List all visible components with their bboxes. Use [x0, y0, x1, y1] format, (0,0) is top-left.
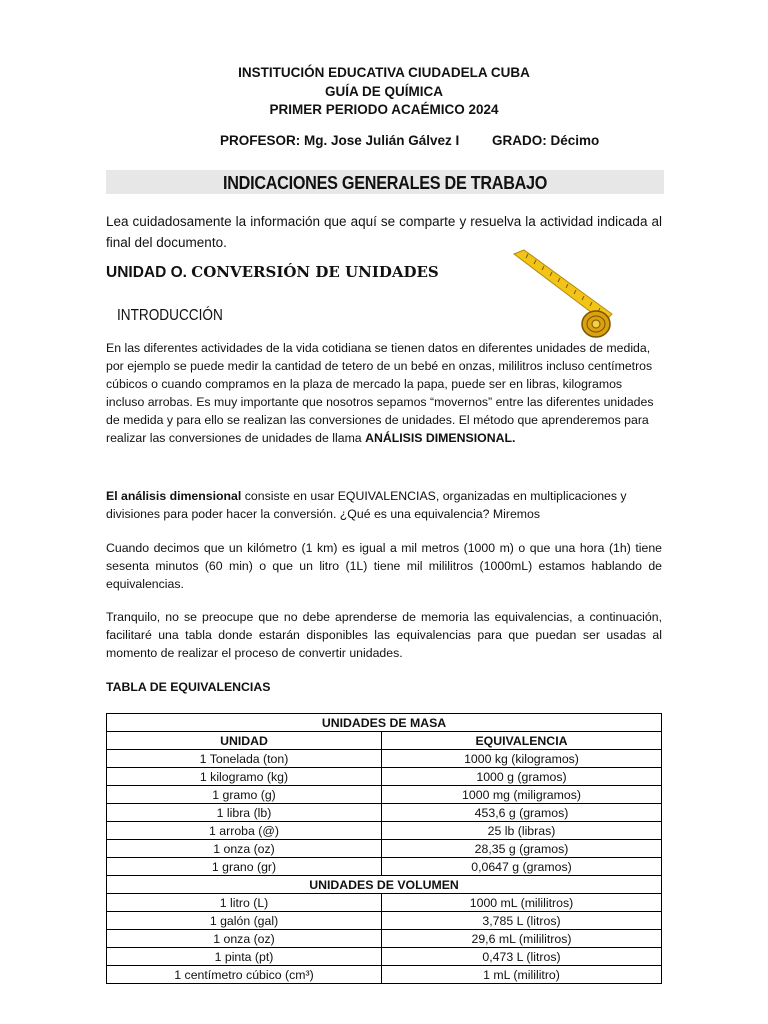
unit-cell: 1 pinta (pt) [107, 948, 382, 966]
paragraph-2 [106, 487, 662, 523]
table-row [107, 840, 662, 858]
paragraph-4: Tranquilo, no se preocupe que no debe aprenderse de memoria las equivalencias, a continuación, facilitaré una tabla donde estarán disponibles las equivalencias para que puedan ser usadas al momento de realizar el proceso de convertir unidades. [106, 610, 662, 660]
paragraph-2-text: consiste en usar EQUIVALENCIAS, organizadas en multiplicaciones y divisiones para poder hacer la conversión. ¿Qué es una equivalencia? Miremos [106, 489, 627, 521]
table-row [107, 714, 662, 732]
equivalence-table [106, 713, 662, 984]
measuring-tape-icon [508, 248, 618, 340]
unit-cell: 1 grano (gr) [107, 858, 382, 876]
equivalence-cell: 1 mL (mililitro) [382, 966, 662, 984]
equivalence-cell: 3,785 L (litros) [382, 912, 662, 930]
equivalence-cell: 25 lb (libras) [382, 822, 662, 840]
intro-paragraph: Lea cuidadosamente la información que aquí se comparte y resuelva la actividad indicada al final del documento. [106, 214, 662, 250]
table-row [107, 966, 662, 984]
column-header-equivalence: EQUIVALENCIA [382, 732, 662, 750]
table-row [107, 750, 662, 768]
teacher-name: PROFESOR: Mg. Jose Julián Gálvez I [220, 133, 460, 148]
volume-header: UNIDADES DE VOLUMEN [107, 876, 662, 894]
equivalence-cell: 1000 g (gramos) [382, 768, 662, 786]
equivalence-cell: 1000 mL (mililitros) [382, 894, 662, 912]
paragraph-1-text: En las diferentes actividades de la vida cotidiana se tienen datos en diferentes unidades de medida, por ejemplo se puede medir la cantidad de tetero de un bebé en onzas, mililitros incluso centímetros cúbicos o cuando compramos en la plaza de mercado la papa, puede ser en libras, kilogramos incluso arrobas. Es muy importante que nosotros sepamos “movernos” entre las diferentes unidades de medida y para ello se realizan las conversiones de unidades. El método que aprenderemos para realizar las conversiones de unidades de llama [106, 341, 654, 445]
unit-cell: 1 galón (gal) [107, 912, 382, 930]
table-row [107, 822, 662, 840]
table-row [107, 912, 662, 930]
unit-heading [106, 263, 439, 282]
table-row [107, 858, 662, 876]
banner-title: INDICACIONES GENERALES DE TRABAJO [222, 173, 548, 193]
unit-cell: 1 arroba (@) [107, 822, 382, 840]
institution-name: INSTITUCIÓN EDUCATIVA CIUDADELA CUBA [238, 65, 530, 80]
table-row [107, 786, 662, 804]
equivalence-cell: 1000 mg (miligramos) [382, 786, 662, 804]
section-title: INTRODUCCIÓN [117, 307, 223, 324]
equivalence-cell: 0,473 L (litros) [382, 948, 662, 966]
table-row [107, 804, 662, 822]
unit-cell: 1 kilogramo (kg) [107, 768, 382, 786]
guide-title: GUÍA DE QUÍMICA [325, 83, 443, 99]
equivalence-cell: 0,0647 g (gramos) [382, 858, 662, 876]
section-banner [106, 170, 664, 194]
unit-cell: 1 litro (L) [107, 894, 382, 912]
period-title: PRIMER PERIODO ACAÉMICO 2024 [269, 102, 499, 117]
table-row [107, 948, 662, 966]
unit-cell: 1 gramo (g) [107, 786, 382, 804]
unit-cell: 1 libra (lb) [107, 804, 382, 822]
table-row [107, 732, 662, 750]
unit-cell: 1 onza (oz) [107, 930, 382, 948]
unit-cell: 1 centímetro cúbico (cm³) [107, 966, 382, 984]
equivalence-cell: 29,6 mL (mililitros) [382, 930, 662, 948]
unit-cell: 1 onza (oz) [107, 840, 382, 858]
table-row [107, 894, 662, 912]
table-row [107, 876, 662, 894]
document-header [0, 64, 768, 120]
equivalence-cell: 1000 kg (kilogramos) [382, 750, 662, 768]
equivalence-cell: 453,6 g (gramos) [382, 804, 662, 822]
paragraph-1-bold: ANÁLISIS DIMENSIONAL. [365, 431, 516, 445]
paragraph-1 [106, 339, 662, 447]
table-row [107, 930, 662, 948]
table-title: TABLA DE EQUIVALENCIAS [106, 680, 271, 694]
mass-header: UNIDADES DE MASA [107, 714, 662, 732]
equivalence-cell: 28,35 g (gramos) [382, 840, 662, 858]
unit-cell: 1 Tonelada (ton) [107, 750, 382, 768]
column-header-unit: UNIDAD [107, 732, 382, 750]
unit-prefix: UNIDAD O. [106, 264, 187, 281]
unit-title: CONVERSIÓN DE UNIDADES [191, 263, 439, 281]
table-row [107, 768, 662, 786]
paragraph-3: Cuando decimos que un kilómetro (1 km) es igual a mil metros (1000 m) o que una hora (1h) tiene sesenta minutos (60 min) o que un litro (1L) tiene mil mililitros (1000mL) estamos hablando de equivalencias. [106, 541, 662, 591]
grade-label: GRADO: Décimo [492, 133, 600, 148]
paragraph-2-bold: El análisis dimensional [106, 489, 242, 503]
